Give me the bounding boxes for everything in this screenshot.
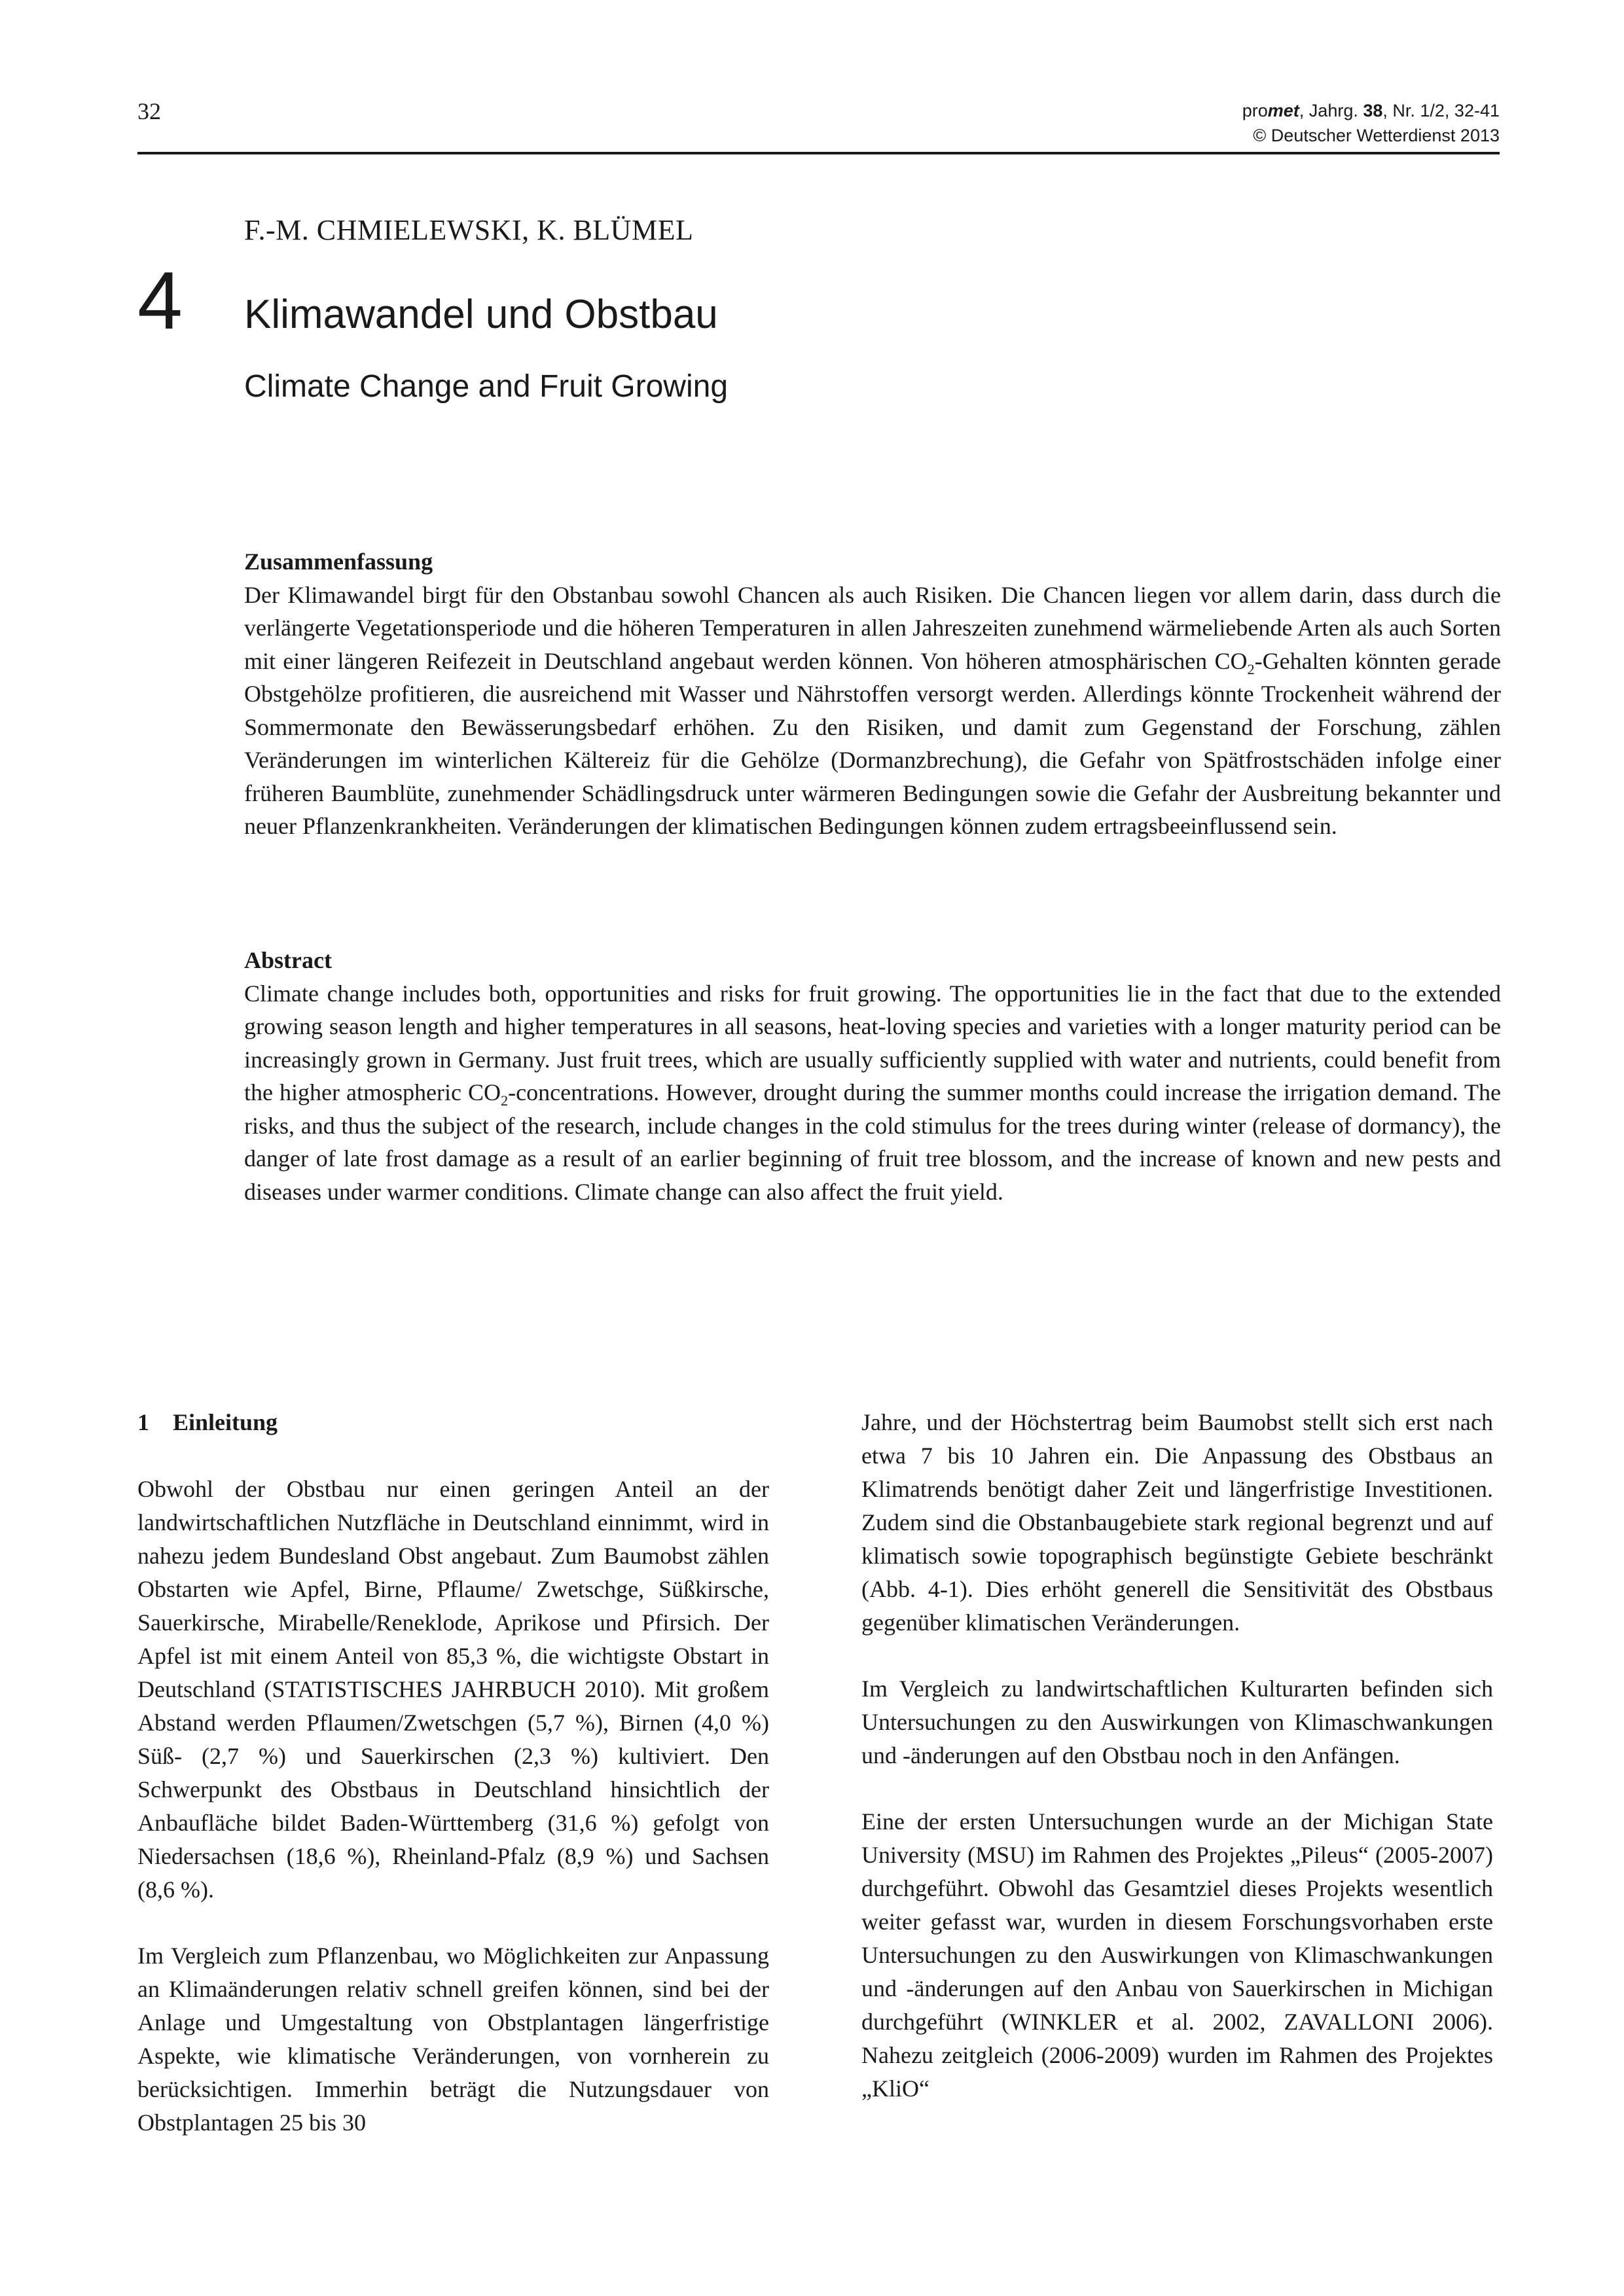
page-number: 32 <box>137 98 161 124</box>
paragraph: Eine der ersten Untersuchungen wurde an der Michigan State University (MSU) im Rahmen des Projektes „Pileus“ (2005-2007) durchgeführt. Obwohl das Gesamtziel dieses Projekts wesentlich weiter gefasst war, wurden in diesem Forschungsvorhaben erste Untersuchungen zu den Auswirkungen von Klimaschwankungen und -änderungen auf den Anbau von Sauerkirschen in Michigan durchgeführt (WINKLER et al. 2002, ZAVALLONI 2006). Nahezu zeitgleich (2006-2009) wurden im Rahmen des Projektes „KliO“ <box>861 1808 1493 2102</box>
zusammenfassung-section <box>244 545 1501 843</box>
journal-line <box>1242 98 1500 123</box>
journal-rest-2: , Nr. 1/2, 32-41 <box>1382 101 1500 120</box>
body-column-left <box>137 1406 769 2172</box>
zusammenfassung-text-2: -Gehalten könnten gerade Obstgehölze profitieren, die ausreichend mit Wasser und Nährstoffen versorgt werden. Allerdings könnte Trockenheit während der Sommermonate den Bewässerungsbedarf erhöhen. Zu den Risiken, und damit zum Gegenstand der Forschung, zählen Veränderungen im winterlichen Kältereiz für die Gehölze (Dormanzbrechung), die Gefahr von Spätfrostschäden infolge einer früheren Baumblüte, zunehmender Schädlingsdruck unter wärmeren Bedingungen sowie die Gefahr der Ausbreitung bekannter und neuer Pflanzenkrankheiten. Veränderungen der klimatischen Bedingungen können zudem ertragsbeeinflussend sein. <box>244 647 1501 839</box>
copyright: © Deutscher Wetterdienst 2013 <box>1253 126 1500 145</box>
co2-subscript: 2 <box>1247 660 1255 677</box>
journal-italic: met <box>1267 101 1299 120</box>
authors: F.-M. CHMIELEWSKI, K. BLÜMEL <box>244 214 694 246</box>
journal-prefix: pro <box>1242 101 1268 120</box>
title-english: Climate Change and Fruit Growing <box>244 369 729 404</box>
journal-rest-1: , Jahrg. <box>1299 101 1363 120</box>
abstract-section <box>244 944 1501 1208</box>
zusammenfassung-heading: Zusammenfassung <box>244 548 433 575</box>
co2-subscript: 2 <box>501 1092 509 1109</box>
journal-volume: 38 <box>1363 101 1383 120</box>
abstract-text-2: -concentrations. However, drought during the summer months could increase the irrigation demand. The risks, and thus the subject of the research, include changes in the cold stimulus for the trees during winter (release of dormancy), the danger of late frost damage as a result of an earlier beginning of fruit tree blossom, and the increase of known and new pests and diseases under warmer conditions. Climate change can also affect the fruit yield. <box>244 1079 1501 1205</box>
paragraph: Im Vergleich zum Pflanzenbau, wo Möglichkeiten zur Anpassung an Klimaänderungen relativ schnell greifen können, sind bei der Anlage und Umgestaltung von Obstplantagen längerfristige Aspekte, wie klimatische Veränderungen, von vornherein zu berücksichtigen. Immerhin beträgt die Nutzungsdauer von Obstplantagen 25 bis 30 <box>137 1943 769 2136</box>
paragraph: Jahre, und der Höchstertrag beim Baumobst stellt sich erst nach etwa 7 bis 10 Jahren ein. Die Anpassung des Obstbaus an Klimatrends benötigt daher Zeit und längerfristige Investitionen. Zudem sind die Obstanbaugebiete stark regional begrenzt und auf klimatisch sowie topographisch begünstigte Gebiete beschränkt (Abb. 4-1). Dies erhöht generell die Sensitivität des Obstbaus gegenüber klimatischen Veränderungen. <box>861 1409 1493 1636</box>
zusammenfassung-text-1: Der Klimawandel birgt für den Obstanbau sowohl Chancen als auch Risiken. Die Chancen liegen vor allem darin, dass durch die verlängerte Vegetationsperiode und die höheren Temperaturen in allen Jahreszeiten zunehmend wärmeliebende Arten als auch Sorten mit einer längeren Reifezeit in Deutschland angebaut werden können. Von höheren atmosphärischen CO <box>244 581 1501 674</box>
section-title: Einleitung <box>173 1409 278 1435</box>
body-column-right <box>861 1406 1493 2138</box>
zusammenfassung-text <box>244 579 1501 843</box>
abstract-text <box>244 977 1501 1209</box>
abstract-text-1: Climate change includes both, opportunities and risks for fruit growing. The opportunities lie in the fact that due to the extended growing season length and higher temperatures in all seasons, heat-loving species and varieties with a longer maturity period can be increasingly grown in Germany. Just fruit trees, which are usually sufficiently supplied with water and nutrients, could benefit from the higher atmospheric CO <box>244 980 1501 1105</box>
section-heading <box>137 1406 769 1439</box>
header-rule <box>137 152 1500 154</box>
journal-citation <box>1242 98 1500 148</box>
paragraph: Obwohl der Obstbau nur einen geringen Anteil an der landwirtschaftlichen Nutzfläche in Deutschland einnimmt, wird in nahezu jedem Bundesland Obst angebaut. Zum Baumobst zählen Obstarten wie Apfel, Birne, Pflaume/ Zwetschge, Süßkirsche, Sauerkirsche, Mirabelle/Reneklode, Aprikose und Pfirsich. Der Apfel ist mit einem Anteil von 85,3 %, die wichtigste Obstart in Deutschland (STATISTISCHES JAHRBUCH 2010). Mit großem Abstand werden Pflaumen/Zwetschgen (5,7 %), Birnen (4,0 %) Süß- (2,7 %) und Sauerkirschen (2,3 %) kultiviert. Den Schwerpunkt des Obstbaus in Deutschland hinsichtlich der Anbaufläche bildet Baden-Württemberg (31,6 %) gefolgt von Niedersachsen (18,6 %), Rheinland-Pfalz (8,9 %) und Sachsen (8,6 %). <box>137 1476 769 1903</box>
chapter-number: 4 <box>137 256 183 346</box>
title-german: Klimawandel und Obstbau <box>244 292 718 337</box>
abstract-heading: Abstract <box>244 947 332 973</box>
paragraph: Im Vergleich zu landwirtschaftlichen Kulturarten befinden sich Untersuchungen zu den Auswirkungen von Klimaschwankungen und -änderungen auf den Obstbau noch in den Anfängen. <box>861 1676 1493 1768</box>
section-number: 1 <box>137 1409 149 1435</box>
